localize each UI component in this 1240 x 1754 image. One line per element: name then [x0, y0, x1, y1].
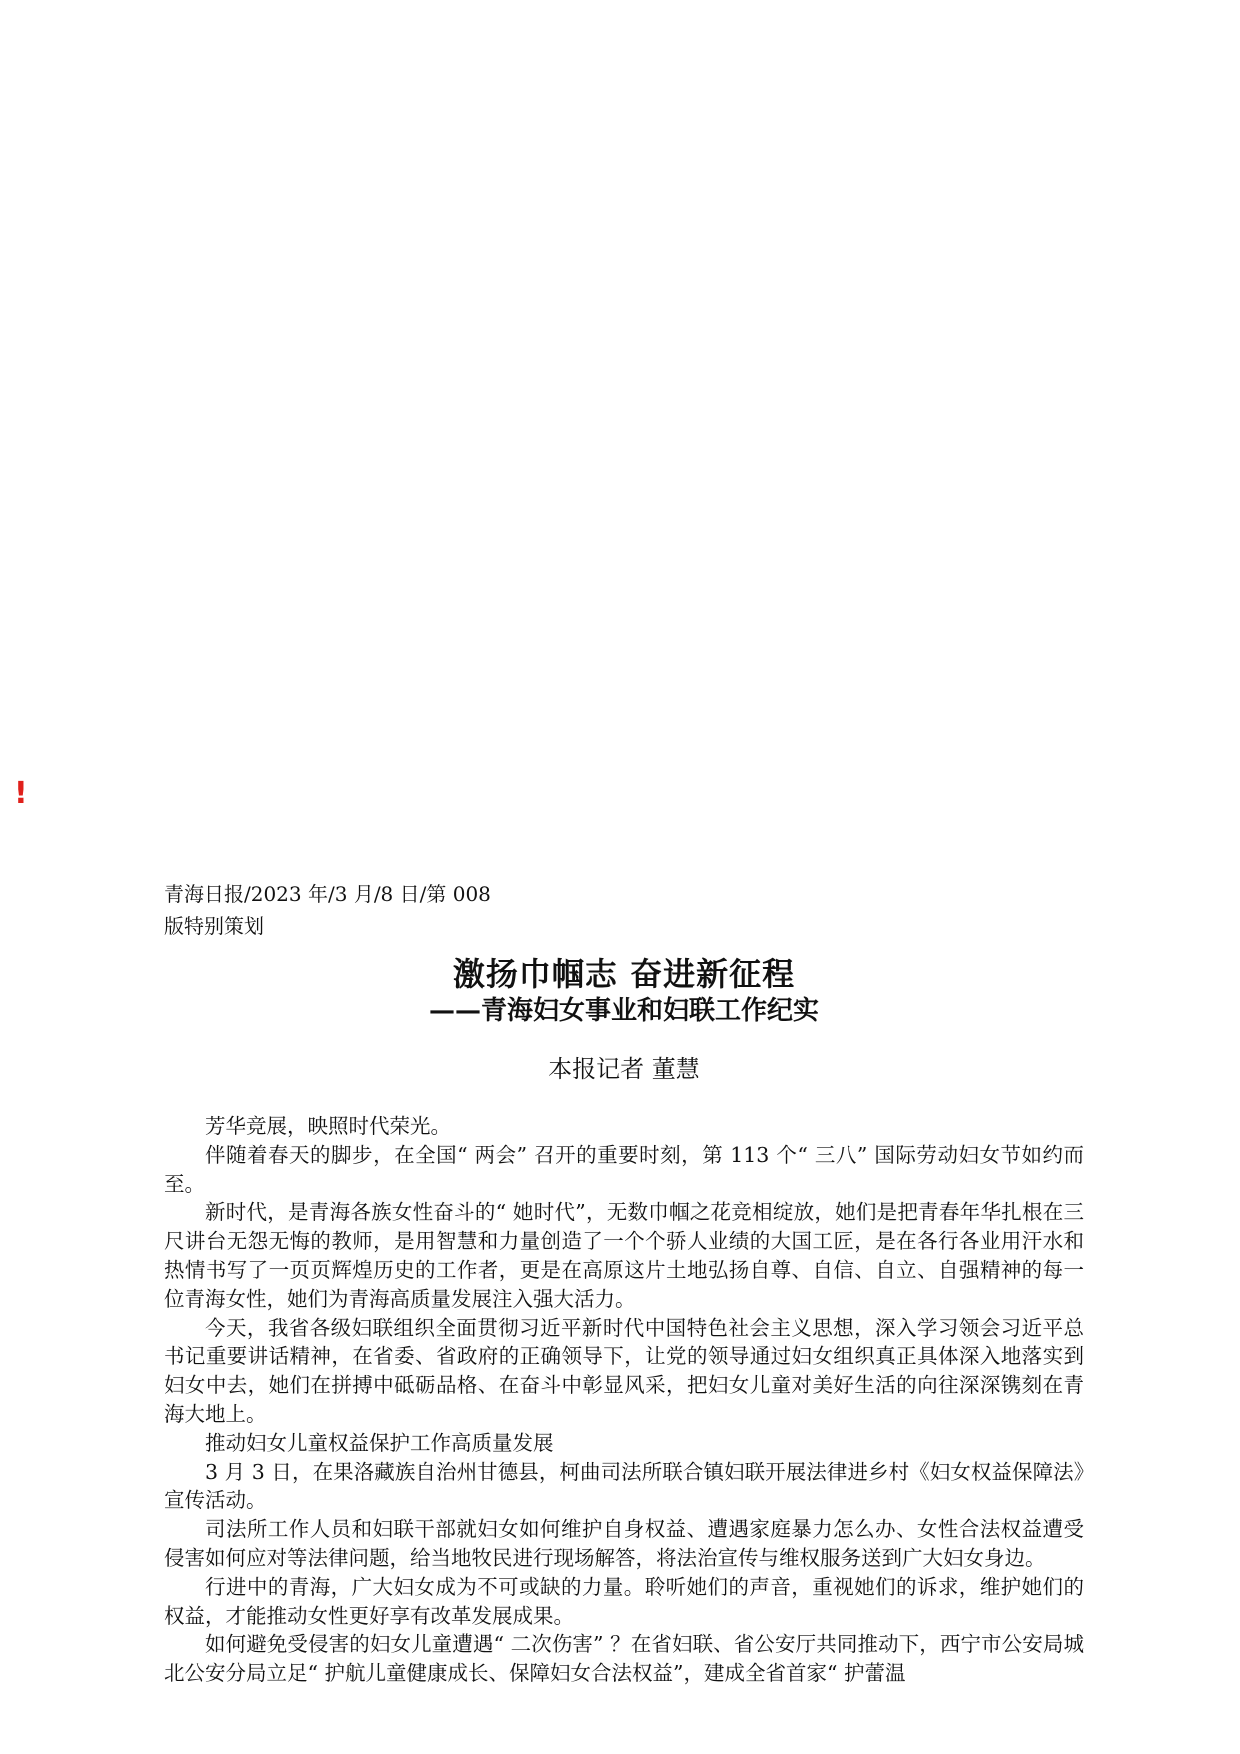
paragraph: 新时代，是青海各族女性奋斗的“ 她时代”，无数巾帼之花竞相绽放，她们是把青春年华扎根在三尺讲台无怨无悔的教师，是用智慧和力量创造了一个个骄人业绩的大国工匠，是在各行各业用汗水和热情书写了一页页辉煌历史的工作者，更是在高原这片土地弘扬自尊、自信、自立、自强精神的每一位青海女性，她们为青海高质量发展注入强大活力。 [164, 1200, 1084, 1311]
paragraph: 伴随着春天的脚步，在全国“ 两会” 召开的重要时刻，第 113 个“ 三八” 国际劳动妇女节如约而至。 [164, 1142, 1084, 1196]
paragraph: 今天，我省各级妇联组织全面贯彻习近平新时代中国特色社会主义思想，深入学习领会习近平总书记重要讲话精神，在省委、省政府的正确领导下，让党的领导通过妇女组织真正具体深入地落实到妇女中去，她们在拼搏中砥砺品格、在奋斗中彰显风采，把妇女儿童对美好生活的向往深深镌刻在青海大地上。 [164, 1315, 1084, 1426]
section-line: 版特别策划 [164, 914, 264, 938]
article-subtitle: ——青海妇女事业和妇联工作纪实 [428, 996, 819, 1026]
document-page [164, 878, 1084, 1688]
paragraph: 3 月 3 日，在果洛藏族自治州甘德县，柯曲司法所联合镇妇联开展法律进乡村《妇女权益保障法》宣传活动。 [164, 1459, 1084, 1513]
byline: 本报记者 董慧 [548, 1055, 700, 1083]
paragraph: 行进中的青海，广大妇女成为不可或缺的力量。聆听她们的声音，重视她们的诉求，维护她们的权益，才能推动女性更好享有改革发展成果。 [164, 1574, 1084, 1628]
section-heading: 推动妇女儿童权益保护工作高质量发展 [205, 1430, 554, 1455]
article-body [164, 1112, 1084, 1688]
paragraph: 芳华竞展，映照时代荣光。 [205, 1114, 451, 1138]
article-title: 激扬巾帼志 奋进新征程 [452, 955, 796, 993]
paragraph: 司法所工作人员和妇联干部就妇女如何维护自身权益、遭遇家庭暴力怎么办、女性合法权益遭受侵害如何应对等法律问题，给当地牧民进行现场解答，将法治宣传与维权服务送到广大妇女身边。 [164, 1517, 1084, 1570]
paragraph: 如何避免受侵害的妇女儿童遭遇“ 二次伤害” ？在省妇联、省公安厅共同推动下，西宁市公安局城北公安分局立足“ 护航儿童健康成长、保障妇女合法权益”，建成全省首家“ 护蕾温 [164, 1632, 1084, 1686]
red-exclamation-mark: ! [14, 776, 28, 811]
source-line: 青海日报/2023 年/3 月/8 日/第 008 [164, 882, 491, 906]
